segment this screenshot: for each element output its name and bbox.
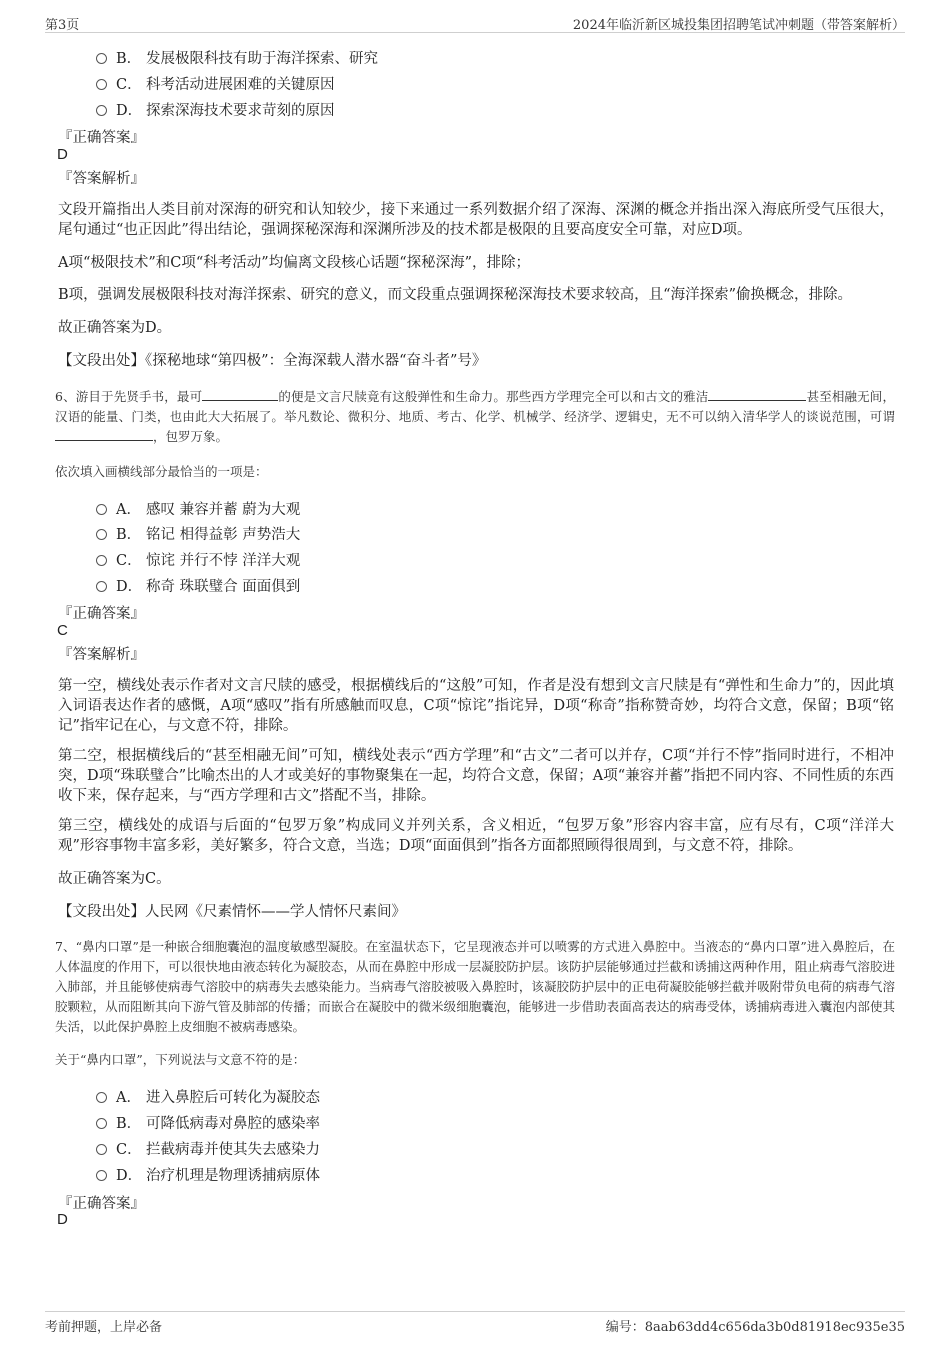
fill-blank bbox=[708, 388, 806, 401]
source-citation: 【文段出处】人民网《尺素情怀——学人情怀尺素间》 bbox=[58, 904, 406, 920]
answer-value: C bbox=[57, 622, 68, 639]
analysis-paragraph: 第三空，横线处的成语与后面的“包罗万象”构成同义并列关系，含义相近，“包罗万象”形容内容丰富，应有尽有，C项“洋洋大观”形容事物丰富多彩，美好繁多，符合文意，当选；D项“面面俱到”指各方面都照顾得很周到，与文意不符，排除。 bbox=[58, 818, 894, 854]
question-stem: 6、游目于先贤手书，最可 的便是文言尺牍竟有这般弹性和生命力。那些西方学理完全可以和古文的雅洁 甚至相融无间，汉语的能量、门类，也由此大大拓展了。举凡数论、微积分、地质、考古、化学、机械学、经济学、逻辑史，无不可以纳入清华学人的谈说范围，可谓，包罗万象。 bbox=[55, 389, 895, 444]
analysis-paragraph: 第一空，横线处表示作者对文言尺牍的感受，根据横线后的“这般”可知，作者是没有想到文言尺牍是有“弹性和生命力”的，因此填入词语表达作者的感慨，A项“感叹”指有所感触而叹息，C项“惊诧”指诧异，D项“称奇”指称赞奇妙，均符合文意，保留；B项“铭记”指牢记在心，与文意不符，排除。 bbox=[58, 678, 894, 734]
option-c[interactable]: C． 科考活动进展困难的关键原因 bbox=[96, 73, 335, 94]
answer-label: 『正确答案』 bbox=[58, 1196, 145, 1212]
radio-icon[interactable] bbox=[96, 581, 107, 592]
answer-label: 『正确答案』 bbox=[58, 130, 145, 146]
page-footer bbox=[45, 1311, 905, 1336]
fill-blank bbox=[202, 388, 278, 401]
option-b[interactable]: B． 可降低病毒对鼻腔的感染率 bbox=[96, 1112, 320, 1133]
question-stem: 7、“鼻内口罩”是一种嵌合细胞囊泡的温度敏感型凝胶。在室温状态下，它呈现液态并可以喷雾的方式进入鼻腔中。当液态的“鼻内口罩”进入鼻腔后，在人体温度的作用下，可以很快地由液态转化为凝胶态，从而在鼻腔中形成一层凝胶防护层。该防护层能够通过拦截和诱捕这两种作用，阻止病毒气溶胶进入肺部，并且能够使病毒气溶胶中的病毒失去感染能力。当病毒气溶胶被吸入鼻腔时，该凝胶防护层中的正电荷凝胶能够拦截并吸附带负电荷的病毒气溶胶颗粒，从而阻断其向下游气管及肺部的传播；而嵌合在凝胶中的微米级细胞囊泡，能够进一步借助表面高表达的病毒受体，诱捕病毒进入囊泡内部使其失活，以此保护鼻腔上皮细胞不被病毒感染。 bbox=[55, 939, 895, 1034]
radio-icon[interactable] bbox=[96, 79, 107, 90]
option-c[interactable]: C． 拦截病毒并使其失去感染力 bbox=[96, 1138, 320, 1159]
radio-icon[interactable] bbox=[96, 555, 107, 566]
footer-slogan: 考前押题，上岸必备 bbox=[45, 1320, 163, 1335]
radio-icon[interactable] bbox=[96, 1092, 107, 1103]
document-title: 2024年临沂新区城投集团招聘笔试冲刺题（带答案解析） bbox=[572, 18, 905, 33]
radio-icon[interactable] bbox=[96, 504, 107, 515]
option-c[interactable]: C． 惊诧 并行不悖 洋洋大观 bbox=[96, 549, 300, 570]
option-d[interactable]: D． 探索深海技术要求苛刻的原因 bbox=[96, 99, 335, 120]
source-citation: 【文段出处】《探秘地球“第四极”：全海深载人潜水器“奋斗者”号》 bbox=[58, 353, 487, 369]
document-id: 编号：8aab63dd4c656da3b0d81918ec935e35 bbox=[605, 1320, 905, 1335]
option-a[interactable]: A． 感叹 兼容并蓄 蔚为大观 bbox=[96, 498, 300, 519]
analysis-label: 『答案解析』 bbox=[58, 171, 145, 187]
answer-value: D bbox=[57, 146, 68, 163]
option-d[interactable]: D． 称奇 珠联璧合 面面俱到 bbox=[96, 575, 300, 596]
question-prompt: 关于“鼻内口罩”，下列说法与文意不符的是： bbox=[55, 1052, 306, 1067]
analysis-paragraph: 故正确答案为C。 bbox=[58, 871, 171, 887]
analysis-paragraph: 文段开篇指出人类目前对深海的研究和认知较少，接下来通过一系列数据介绍了深海、深渊的概念并指出深入海底所受气压很大，尾句通过“也正因此”得出结论，强调探秘深海和深渊所涉及的技术都是极限的且要高度安全可靠，对应D项。 bbox=[58, 202, 894, 238]
radio-icon[interactable] bbox=[96, 1144, 107, 1155]
page-header bbox=[45, 10, 905, 33]
analysis-paragraph: B项，强调发展极限科技对海洋探索、研究的意义，而文段重点强调探秘深海技术要求较高，且“海洋探索”偷换概念，排除。 bbox=[58, 287, 852, 303]
answer-label: 『正确答案』 bbox=[58, 606, 145, 622]
option-b[interactable]: B． 铭记 相得益彰 声势浩大 bbox=[96, 523, 300, 544]
option-a[interactable]: A． 进入鼻腔后可转化为凝胶态 bbox=[96, 1086, 320, 1107]
analysis-label: 『答案解析』 bbox=[58, 647, 145, 663]
analysis-paragraph: 第二空，根据横线后的“甚至相融无间”可知，横线处表示“西方学理”和“古文”二者可以并存，C项“并行不悖”指同时进行，不相冲突，D项“珠联璧合”比喻杰出的人才或美好的事物聚集在一起，均符合文意，保留；A项“兼容并蓄”指把不同内容、不同性质的东西收下来，保存起来，与“西方学理和古文”搭配不当，排除。 bbox=[58, 748, 894, 804]
radio-icon[interactable] bbox=[96, 1170, 107, 1181]
radio-icon[interactable] bbox=[96, 105, 107, 116]
option-d[interactable]: D． 治疗机理是物理诱捕病原体 bbox=[96, 1164, 320, 1185]
radio-icon[interactable] bbox=[96, 53, 107, 64]
question-prompt: 依次填入画横线部分最恰当的一项是： bbox=[55, 464, 268, 479]
analysis-paragraph: 故正确答案为D。 bbox=[58, 320, 172, 336]
page-number: 第3页 bbox=[45, 18, 80, 33]
option-b[interactable]: B． 发展极限科技有助于海洋探索、研究 bbox=[96, 47, 378, 68]
analysis-paragraph: A项“极限技术”和C项“科考活动”均偏离文段核心话题“探秘深海”，排除； bbox=[58, 255, 531, 271]
radio-icon[interactable] bbox=[96, 529, 107, 540]
fill-blank bbox=[55, 428, 153, 441]
radio-icon[interactable] bbox=[96, 1118, 107, 1129]
answer-value: D bbox=[57, 1211, 68, 1228]
